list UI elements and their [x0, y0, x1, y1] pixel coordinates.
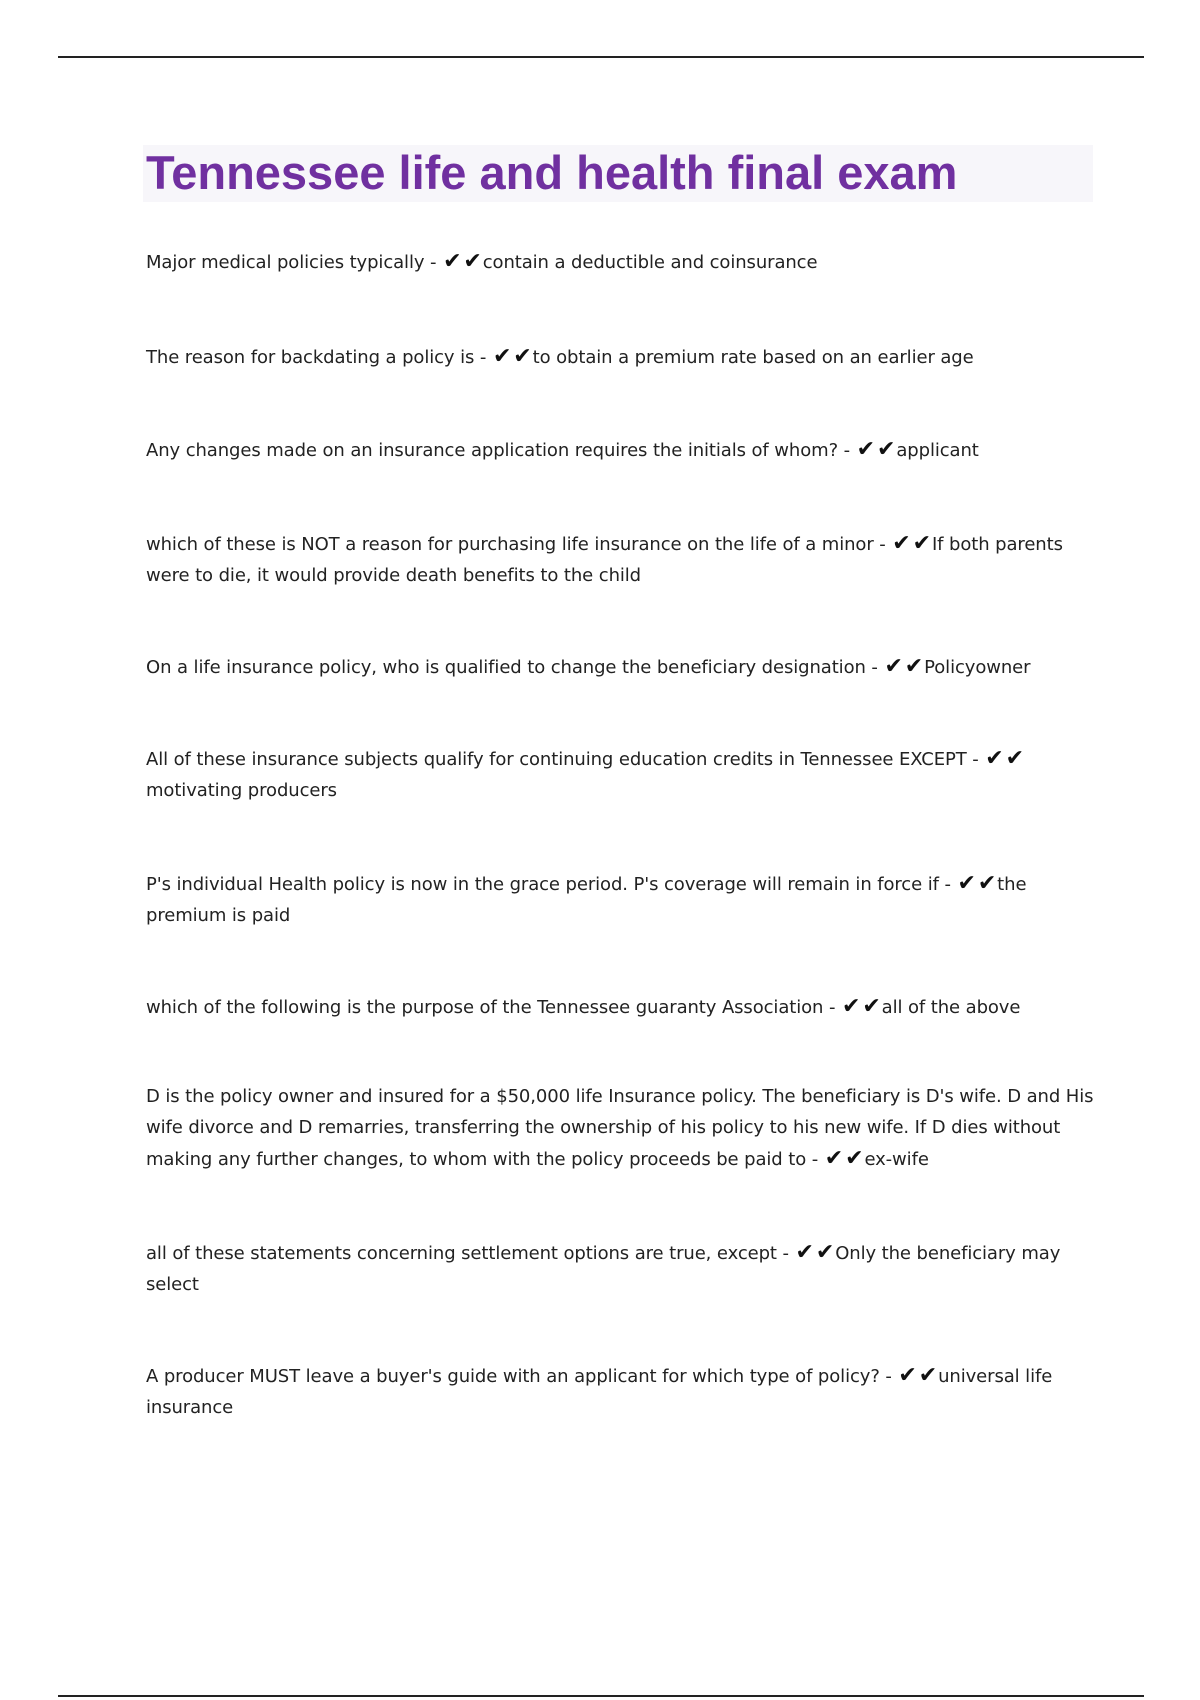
qa-item-8: which of the following is the purpose of the Tennessee guaranty Association - ✔✔all of the above [146, 991, 1096, 1023]
top-rule [58, 56, 1144, 58]
check-icon: ✔ [1005, 746, 1024, 771]
document-title: Tennessee life and health final exam [146, 146, 958, 199]
answer-text: motivating producers [146, 780, 337, 801]
check-icon: ✔ [795, 1240, 814, 1265]
answer-text: Only the beneficiary may select [146, 1243, 1061, 1295]
check-icon: ✔ [884, 654, 903, 679]
answer-text: all of the above [881, 997, 1021, 1018]
question-text: P's individual Health policy is now in the grace period. P's coverage will remain in force if [146, 874, 939, 895]
check-icon: ✔ [463, 249, 482, 274]
answer-text: If both parents were to die, it would provide death benefits to the child [146, 534, 1063, 586]
check-icon: ✔ [856, 437, 876, 462]
check-icon: ✔ [513, 344, 532, 369]
question-text: which of the following is the purpose of the Tennessee guaranty Association [146, 997, 824, 1018]
check-icon: ✔ [904, 654, 924, 679]
check-icon: ✔ [985, 746, 1004, 771]
qa-item-4: which of these is NOT a reason for purchasing life insurance on the life of a minor - ✔✔If both parents were to die, it would provide death benefits to the child [146, 528, 1096, 591]
check-icon: ✔ [877, 437, 896, 462]
qa-item-10: all of these statements concerning settlement options are true, except - ✔✔Only the beneficiary may select [146, 1237, 1096, 1300]
check-icon: ✔ [841, 994, 861, 1019]
question-text: A producer MUST leave a buyer's guide with an applicant for which type of policy? [146, 1366, 880, 1387]
check-icon: ✔ [845, 1146, 864, 1171]
check-icon: ✔ [898, 1363, 917, 1388]
qa-item-6: All of these insurance subjects qualify for continuing education credits in Tennessee EXCEPT - ✔✔motivating producers [146, 743, 1096, 806]
answer-text: to obtain a premium rate based on an earlier age [532, 347, 974, 368]
answer-text: universal life insurance [146, 1366, 1053, 1418]
answer-text: ex-wife [864, 1149, 929, 1170]
question-text: all of these statements concerning settlement options are true, except [146, 1243, 777, 1264]
answer-text: Policyowner [924, 657, 1031, 678]
question-text: On a life insurance policy, who is qualified to change the beneficiary designation [146, 657, 866, 678]
qa-item-7: P's individual Health policy is now in the grace period. P's coverage will remain in force if - ✔✔the premium is paid [146, 868, 1096, 931]
check-icon: ✔ [862, 994, 881, 1019]
question-text: Any changes made on an insurance application requires the initials of whom? [146, 440, 839, 461]
check-icon: ✔ [824, 1146, 844, 1171]
question-text: The reason for backdating a policy is [146, 347, 475, 368]
answer-text: the premium is paid [146, 874, 1027, 926]
qa-item-1: Major medical policies typically - ✔✔contain a deductible and coinsurance [146, 246, 1096, 278]
check-icon: ✔ [815, 1240, 835, 1265]
answer-text: contain a deductible and coinsurance [482, 252, 818, 273]
question-text: Major medical policies typically [146, 252, 425, 273]
qa-item-5: On a life insurance policy, who is qualified to change the beneficiary designation - ✔✔Policyowner [146, 651, 1096, 683]
check-icon: ✔ [912, 531, 931, 556]
check-icon: ✔ [892, 531, 911, 556]
qa-item-11: A producer MUST leave a buyer's guide with an applicant for which type of policy? - ✔✔universal life insurance [146, 1360, 1096, 1423]
question-text: All of these insurance subjects qualify for continuing education credits in Tennessee EXCEPT [146, 749, 967, 770]
answer-text: applicant [896, 440, 979, 461]
question-text: which of these is NOT a reason for purchasing life insurance on the life of a minor [146, 534, 874, 555]
check-icon: ✔ [918, 1363, 938, 1388]
check-icon: ✔ [443, 249, 462, 274]
qa-item-3: Any changes made on an insurance application requires the initials of whom? - ✔✔applicant [146, 434, 1096, 466]
check-icon: ✔ [492, 344, 512, 369]
check-icon: ✔ [957, 871, 976, 896]
bottom-rule [58, 1695, 1144, 1697]
qa-item-9: D is the policy owner and insured for a $50,000 life Insurance policy. The beneficiary is D's wife. D and His wife divorce and D remarries, transferring the ownership of his policy to his new wife. If D dies without making any further changes, to whom with the policy proceeds be paid to - ✔✔ex-wife [146, 1081, 1096, 1175]
check-icon: ✔ [977, 871, 997, 896]
question-text: D is the policy owner and insured for a $50,000 life Insurance policy. The beneficiary is D's wife. D and His wife divorce and D remarries, transferring the ownership of his policy to his new wife. If D dies without making any further changes, to whom with the policy proceeds be paid to [146, 1086, 1094, 1170]
qa-item-2: The reason for backdating a policy is - ✔✔to obtain a premium rate based on an earlier age [146, 341, 1096, 373]
